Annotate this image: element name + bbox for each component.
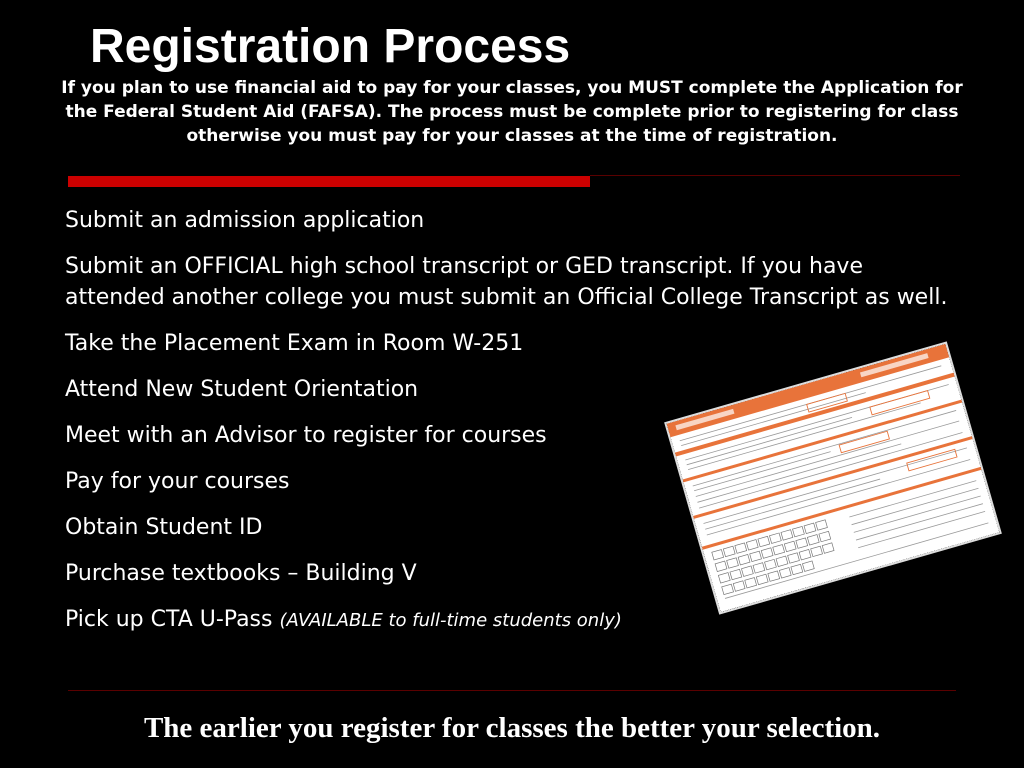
dark-red-divider [590, 175, 960, 176]
financial-aid-notice: If you plan to use financial aid to pay for your classes, you MUST complete the Application for the Federal Student Aid (FAFSA). The process must be complete prior to registering for class otherwise you must pay for your classes at the time of registration. [61, 78, 963, 146]
step-note: (AVAILABLE to full-time students only) [279, 610, 622, 631]
step-item: Submit an admission application [65, 208, 425, 233]
step-item: Pay for your courses [65, 469, 290, 494]
red-accent-bar [68, 176, 590, 187]
step-item: Attend New Student Orientation [65, 377, 419, 402]
closing-statement: The earlier you register for classes the better your selection. [143, 712, 881, 744]
step-item: Meet with an Advisor to register for courses [65, 423, 547, 448]
step-item [65, 604, 965, 636]
step-text: Pick up CTA U-Pass [65, 607, 273, 632]
step-item: Take the Placement Exam in Room W-251 [65, 331, 524, 356]
step-item: Submit an OFFICIAL high school transcript or GED transcript. If you have attended another college you must submit an Official College Transcript as well. [65, 254, 948, 310]
step-item: Purchase textbooks – Building V [65, 561, 417, 586]
page-title: Registration Process [90, 20, 571, 73]
bottom-divider [68, 690, 956, 691]
step-item: Obtain Student ID [65, 515, 263, 540]
